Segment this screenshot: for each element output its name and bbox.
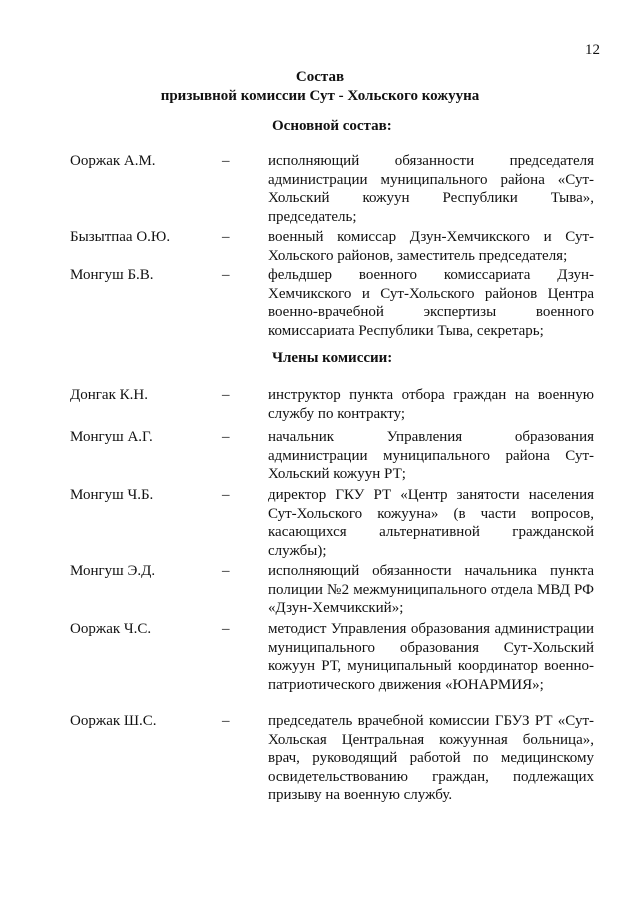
dash: – xyxy=(222,487,230,503)
section-heading-main: Основной состав: xyxy=(272,118,392,134)
member-name: Монгуш Э.Д. xyxy=(70,563,156,579)
title-line-2: призывной комиссии Сут - Хольского кожууна xyxy=(160,88,480,104)
member-name: Ооржак А.М. xyxy=(70,153,156,169)
member-role: директор ГКУ РТ «Центр занятости населения Сут-Хольского кожууна» (в части вопросов, касающихся альтернативной гражданской службы); xyxy=(268,487,594,559)
document-title xyxy=(0,68,640,106)
member-name: Бызытпаа О.Ю. xyxy=(70,229,171,245)
member-role: исполняющий обязанности председателя администрации муниципального района «Сут-Хольский кожуун Республики Тыва», председатель; xyxy=(268,153,594,225)
member-name: Донгак К.Н. xyxy=(70,387,148,403)
dash: – xyxy=(222,267,230,283)
dash: – xyxy=(222,563,230,579)
member-name: Ооржак Ч.С. xyxy=(70,621,152,637)
member-role: начальник Управления образования администрации муниципального района Сут-Хольский кожуун РТ; xyxy=(268,429,594,482)
title-line-1: Состав xyxy=(295,69,345,85)
member-name: Монгуш Б.В. xyxy=(70,267,154,283)
member-role: исполняющий обязанности начальника пункта полиции №2 межмуниципального отдела МВД РФ «Дзун-Хемчикский»; xyxy=(268,563,594,616)
dash: – xyxy=(222,153,230,169)
dash: – xyxy=(222,387,230,403)
member-role: председатель врачебной комиссии ГБУЗ РТ «Сут-Хольская Центральная кожуунная больница», врач, руководящий работой по медицинскому освидетельствованию граждан, подлежащих призыву на военную службу. xyxy=(268,713,594,803)
member-name: Монгуш А.Г. xyxy=(70,429,153,445)
dash: – xyxy=(222,713,230,729)
member-name: Монгуш Ч.Б. xyxy=(70,487,154,503)
section-heading-members: Члены комиссии: xyxy=(272,350,393,366)
page-number: 12 xyxy=(585,42,600,58)
dash: – xyxy=(222,429,230,445)
member-role: методист Управления образования администрации муниципального образования Сут-Хольский кожуун РТ, муниципальный координатор военно-патриотического движения «ЮНАРМИЯ»; xyxy=(268,621,594,693)
member-role: инструктор пункта отбора граждан на военную службу по контракту; xyxy=(268,387,594,422)
member-role: фельдшер военного комиссариата Дзун-Хемчикского и Сут-Хольского районов Центра военно-врачебной экспертизы военного комиссариата Республики Тыва, секретарь; xyxy=(268,267,594,339)
dash: – xyxy=(222,229,230,245)
member-name: Ооржак Ш.С. xyxy=(70,713,157,729)
dash: – xyxy=(222,621,230,637)
member-role: военный комиссар Дзун-Хемчикского и Сут-Хольского районов, заместитель председателя; xyxy=(268,229,594,264)
